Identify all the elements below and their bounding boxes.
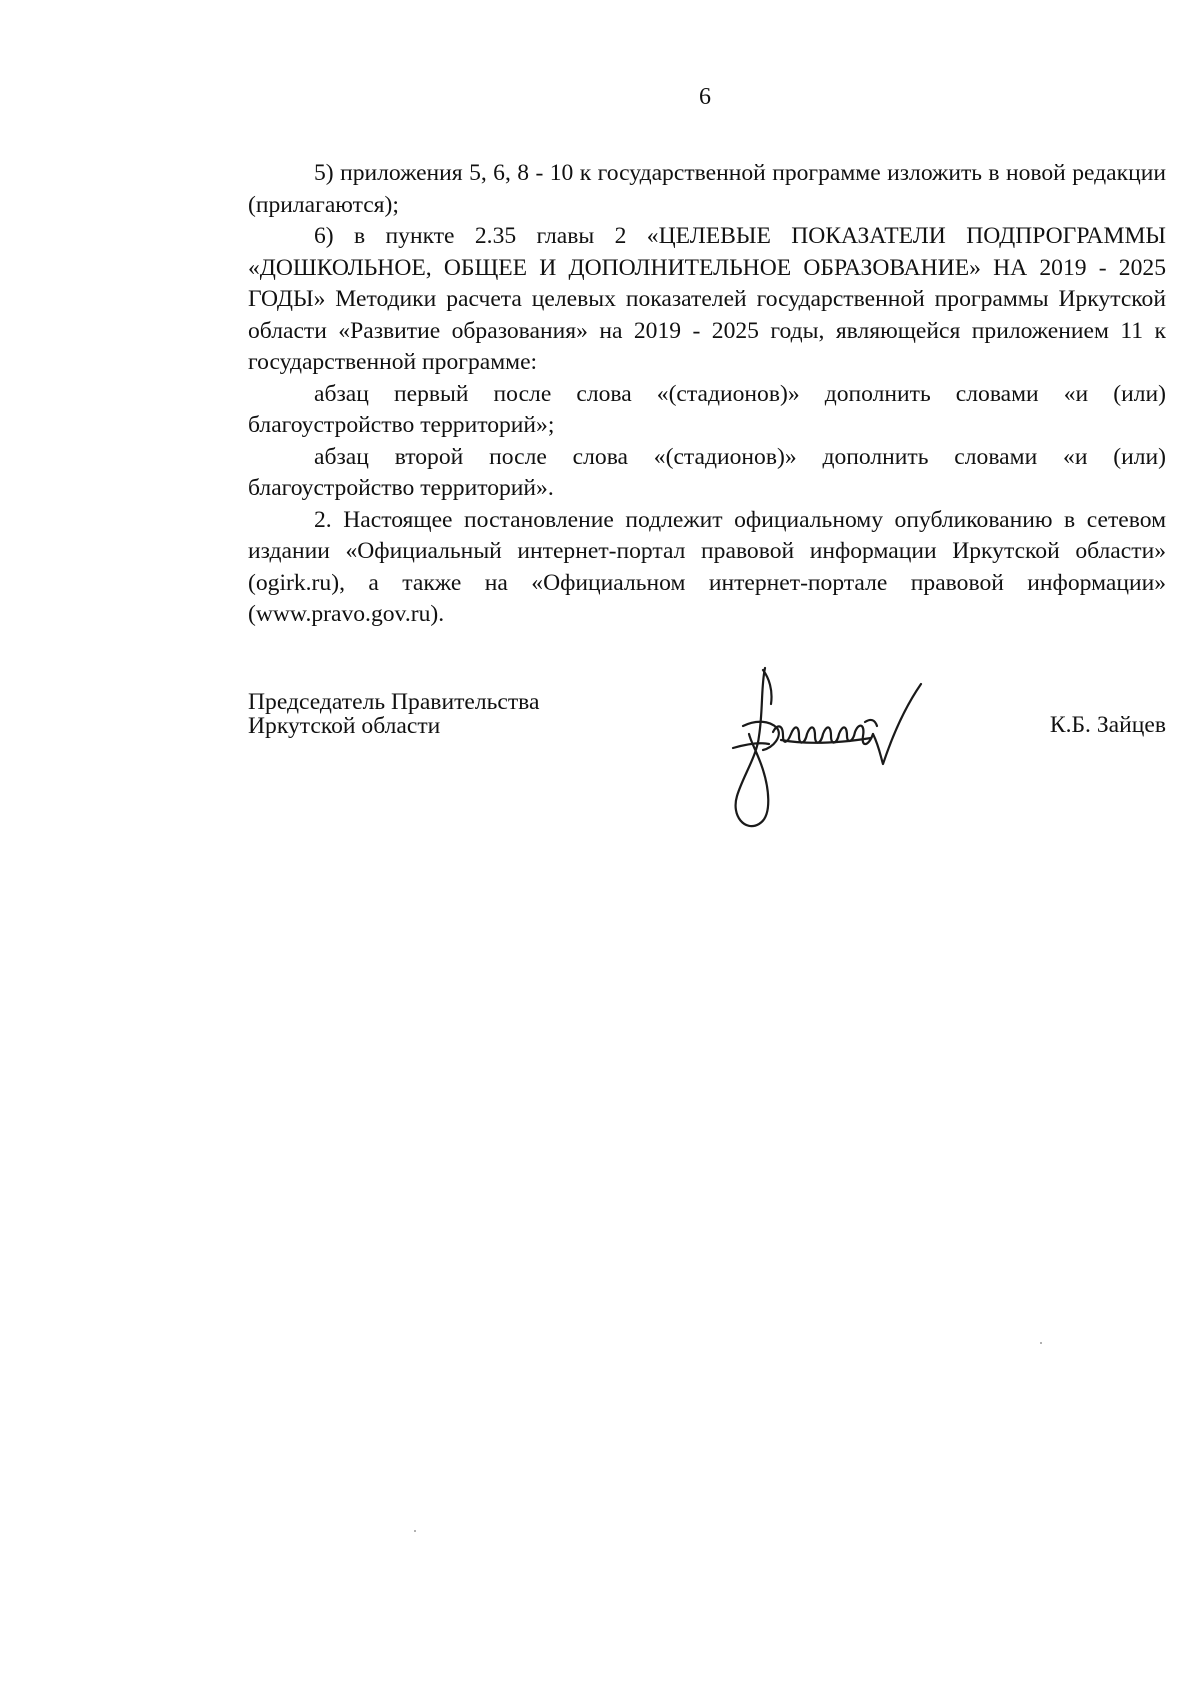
paragraph-item-6: 6) в пункте 2.35 главы 2 «ЦЕЛЕВЫЕ ПОКАЗАТЕЛИ ПОДПРОГРАММЫ «ДОШКОЛЬНОЕ, ОБЩЕЕ И ДОПОЛНИТЕЛЬНОЕ ОБРАЗОВАНИЕ» НА 2019 - 2025 ГОДЫ» Методики расчета целевых показателей государственной программы Иркутской области «Развитие образования» на 2019 - 2025 годы, являющейся приложением 11 к государственной программе: xyxy=(248,223,1166,375)
page-number: 6 xyxy=(699,84,711,110)
signer-title-line2: Иркутской области xyxy=(248,713,441,739)
document-body xyxy=(248,158,1166,631)
scan-speck xyxy=(414,1530,416,1532)
signer-name: К.Б. Зайцев xyxy=(1049,712,1166,738)
paragraph-item-5: 5) приложения 5, 6, 8 - 10 к государственной программе изложить в новой редакции (прилагаются); xyxy=(248,160,1166,218)
signer-title-line1: Председатель Правительства xyxy=(248,689,540,715)
scan-speck xyxy=(1040,1342,1042,1344)
paragraph-publication: 2. Настоящее постановление подлежит официальному опубликованию в сетевом издании «Официальный интернет-портал правовой информации Иркутской области» (ogirk.ru), а также на «Официальном интернет-портале правовой информации» (www.pravo.gov.ru). xyxy=(248,506,1166,627)
signature-block xyxy=(248,690,1166,820)
paragraph-amendment-second: абзац второй после слова «(стадионов)» дополнить словами «и (или) благоустройство территорий». xyxy=(248,443,1166,501)
signer-title xyxy=(248,690,539,738)
paragraph-amendment-first: абзац первый после слова «(стадионов)» дополнить словами «и (или) благоустройство территорий»; xyxy=(248,380,1166,438)
handwritten-signature xyxy=(703,656,943,836)
